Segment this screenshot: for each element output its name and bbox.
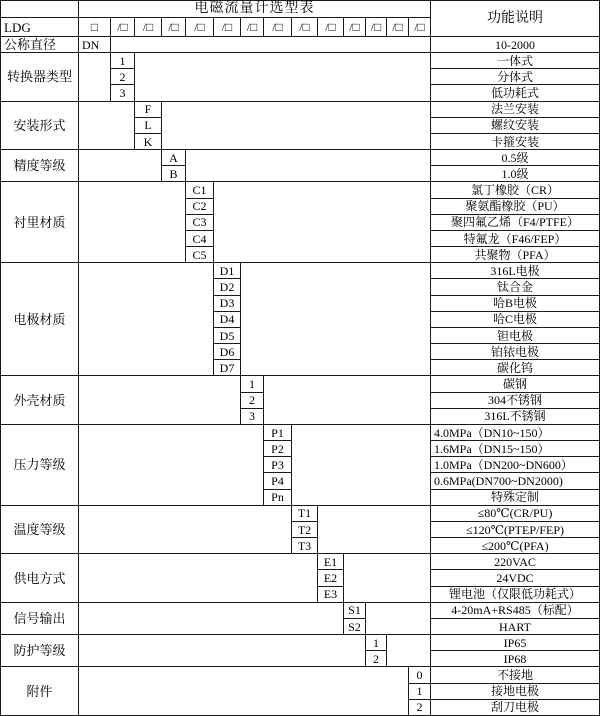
option-description: 24VDC	[431, 570, 600, 586]
filler-cell-left	[79, 425, 264, 506]
option-description: IP68	[431, 651, 600, 667]
option-code: D4	[214, 312, 241, 328]
filler-cell-right	[162, 102, 431, 151]
category-label: 转换器类型	[1, 53, 79, 102]
option-description: 刮刀电极	[431, 700, 600, 716]
option-code: D2	[214, 279, 241, 295]
option-code: F	[135, 102, 162, 118]
option-code: 2	[409, 700, 431, 716]
filler-cell-right	[264, 376, 431, 425]
option-description: 4-20mA+RS485（标配）	[431, 603, 600, 619]
option-code: E2	[318, 570, 344, 586]
filler-cell-left	[79, 506, 292, 555]
slash-code-box: /□	[162, 18, 186, 37]
option-description: HART	[431, 619, 600, 635]
option-description: 氯丁橡胶（CR）	[431, 182, 600, 198]
filler-cell-right	[241, 263, 431, 376]
option-description: 哈C电极	[431, 312, 600, 328]
corner-cell	[1, 1, 79, 18]
filler-cell-right	[366, 603, 431, 635]
option-description: 聚氨酯橡胶（PU）	[431, 199, 600, 215]
option-description: 碳化钨	[431, 360, 600, 376]
filler-cell-right	[214, 182, 431, 263]
option-description: 0.6MPa(DN700~DN2000)	[431, 473, 600, 489]
option-code: P1	[264, 425, 292, 441]
category-label: 电极材质	[1, 263, 79, 376]
option-code: L	[135, 118, 162, 134]
slash-code-box: /□	[387, 18, 409, 37]
option-code: 2	[111, 69, 135, 85]
filler-cell-right	[186, 150, 431, 182]
option-code: P4	[264, 473, 292, 489]
slash-code-box: /□	[111, 18, 135, 37]
option-description: 1.6MPa（DN15~150）	[431, 441, 600, 457]
option-code: D1	[214, 263, 241, 279]
slash-code-box: /□	[241, 18, 264, 37]
option-description: 钛合金	[431, 279, 600, 295]
slash-code-box: /□	[135, 18, 162, 37]
option-description: 钽电极	[431, 328, 600, 344]
option-description: 10-2000	[431, 37, 600, 53]
option-description: 一体式	[431, 53, 600, 69]
option-code: D6	[214, 344, 241, 360]
option-code: P3	[264, 457, 292, 473]
option-description: IP65	[431, 635, 600, 651]
option-code: C1	[186, 182, 214, 198]
option-description: ≤80℃(CR/PU)	[431, 506, 600, 522]
slash-code-box: /□	[264, 18, 292, 37]
option-code: P2	[264, 441, 292, 457]
category-label: 精度等级	[1, 150, 79, 182]
filler-cell-right	[135, 53, 431, 102]
slash-code-box: /□	[366, 18, 387, 37]
filler-cell-right	[318, 506, 431, 555]
option-code: T1	[292, 506, 318, 522]
category-label: 安装形式	[1, 102, 79, 151]
option-description: 特殊定制	[431, 490, 600, 506]
option-description: 哈B电极	[431, 296, 600, 312]
option-code: DN	[79, 37, 111, 53]
category-label: 压力等级	[1, 425, 79, 506]
model-code-label: LDG	[1, 18, 79, 37]
slash-code-box: /□	[214, 18, 241, 37]
filler-cell-left	[79, 635, 366, 667]
option-description: 316L电极	[431, 263, 600, 279]
option-code: C3	[186, 215, 214, 231]
option-code: S2	[344, 619, 366, 635]
option-description: 接地电极	[431, 684, 600, 700]
filler-cell-left	[79, 102, 135, 151]
category-label: 附件	[1, 667, 79, 716]
option-code: 1	[409, 684, 431, 700]
filler-cell-right	[344, 554, 431, 603]
option-description: 铂铱电极	[431, 344, 600, 360]
option-code: T3	[292, 538, 318, 554]
option-code: A	[162, 150, 186, 166]
option-code: 1	[366, 635, 387, 651]
function-description-header: 功能说明	[431, 1, 600, 37]
filler-cell-left	[79, 182, 186, 263]
option-code: 1	[241, 376, 264, 392]
slash-code-box: /□	[318, 18, 344, 37]
option-code: S1	[344, 603, 366, 619]
category-label: 衬里材质	[1, 182, 79, 263]
option-code: E3	[318, 587, 344, 603]
option-code: 3	[111, 85, 135, 101]
filler-cell-left	[79, 53, 111, 102]
category-label: 温度等级	[1, 506, 79, 555]
option-description: 316L不锈钢	[431, 409, 600, 425]
slash-code-box: /□	[292, 18, 318, 37]
option-description: 共聚物（PFA）	[431, 247, 600, 263]
category-label: 供电方式	[1, 554, 79, 603]
option-description: 螺纹安装	[431, 118, 600, 134]
option-code: 2	[366, 651, 387, 667]
option-description: 特氟龙（F46/FEP）	[431, 231, 600, 247]
filler-cell-right	[292, 425, 431, 506]
filler-cell-left	[79, 263, 214, 376]
option-description: 聚四氟乙烯（F4/PTFE）	[431, 215, 600, 231]
option-code: 2	[241, 393, 264, 409]
slash-code-box: /□	[186, 18, 214, 37]
category-label: 公称直径	[1, 37, 79, 53]
option-description: 220VAC	[431, 554, 600, 570]
option-description: 碳钢	[431, 376, 600, 392]
option-description: 分体式	[431, 69, 600, 85]
option-code: C4	[186, 231, 214, 247]
option-code: K	[135, 134, 162, 150]
table-title: 电磁流量计选型表	[79, 1, 431, 18]
option-description: 锂电池（仅限低功耗式）	[431, 587, 600, 603]
option-code: B	[162, 166, 186, 182]
option-code: T2	[292, 522, 318, 538]
option-description: ≤200℃(PFA)	[431, 538, 600, 554]
filler-cell-left	[79, 603, 344, 635]
option-code: C2	[186, 199, 214, 215]
option-description: 不接地	[431, 667, 600, 683]
category-label: 信号输出	[1, 603, 79, 635]
option-description: 1.0级	[431, 166, 600, 182]
option-code: D5	[214, 328, 241, 344]
category-label: 防护等级	[1, 635, 79, 667]
option-description: 法兰安装	[431, 102, 600, 118]
filler-cell-left	[79, 376, 241, 425]
slash-code-box: /□	[409, 18, 431, 37]
option-description: ≤120℃(PTEP/FEP)	[431, 522, 600, 538]
option-code: 1	[111, 53, 135, 69]
slash-code-box: /□	[344, 18, 366, 37]
option-code: 0	[409, 667, 431, 683]
option-description: 卡箍安装	[431, 134, 600, 150]
option-code: Pn	[264, 490, 292, 506]
option-description: 4.0MPa（DN10~150）	[431, 425, 600, 441]
filler-cell-right	[387, 635, 431, 667]
filler-cell-left	[79, 554, 318, 603]
option-code: 3	[241, 409, 264, 425]
option-code: C5	[186, 247, 214, 263]
option-code: D7	[214, 360, 241, 376]
option-description: 低功耗式	[431, 85, 600, 101]
filler-cell-left	[79, 667, 409, 716]
option-description: 1.0MPa（DN200~DN600）	[431, 457, 600, 473]
option-code: E1	[318, 554, 344, 570]
category-label: 外壳材质	[1, 376, 79, 425]
first-code-box: □	[79, 18, 111, 37]
option-description: 0.5级	[431, 150, 600, 166]
filler-cell-left	[79, 150, 162, 182]
filler-cell-right	[111, 37, 431, 53]
option-code: D3	[214, 296, 241, 312]
option-description: 304不锈钢	[431, 393, 600, 409]
